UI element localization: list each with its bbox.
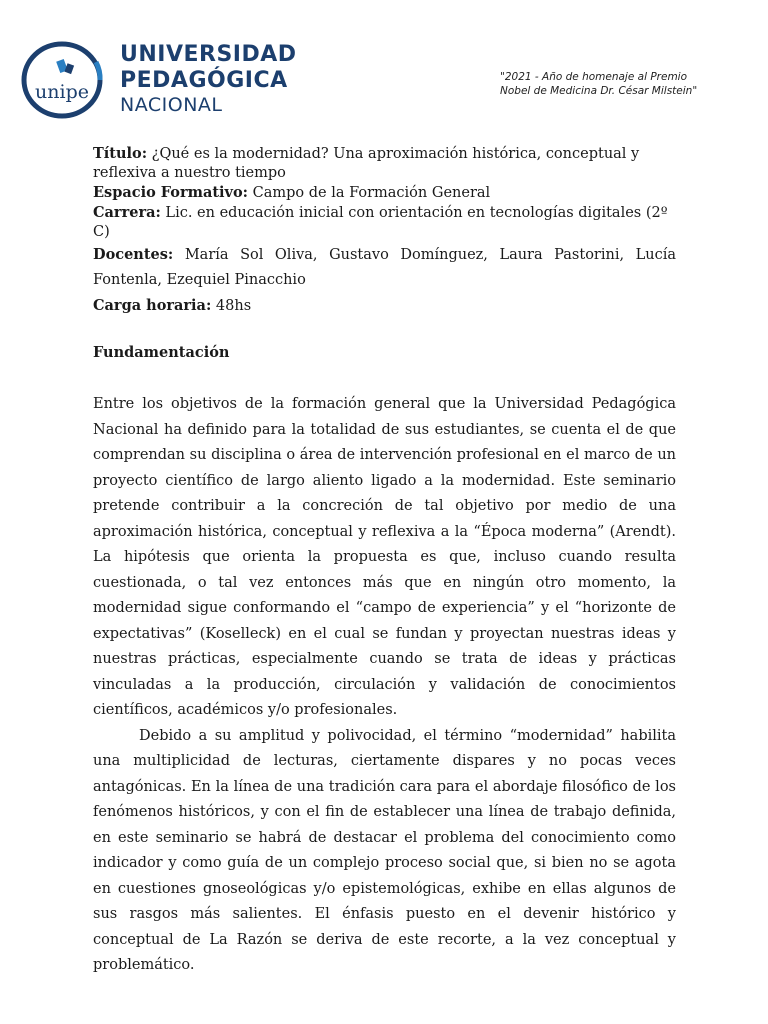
titulo-label: Título: — [93, 145, 148, 162]
espacio-value: Campo de la Formación General — [248, 185, 491, 201]
motto-line-1: "2021 - Año de homenaje al Premio — [500, 71, 688, 83]
header-motto — [500, 70, 740, 98]
carga-label: Carga horaria: — [93, 297, 212, 314]
paragraph-2: Debido a su amplitud y polivocidad, el término “modernidad” habilita una multiplicidad de lecturas, ciertamente dispares y no pocas veces antagónicas. En la línea de una tradición cara para el abordaje filosófico de los fenómenos históricos, y con el fin de establecer una línea de trabajo definida, en este seminario se habrá de destacar el problema del conocimiento como indicador y como guía de un complejo proceso social que, si bien no se agota en cuestiones gnoseológicas y/o epistemológicas, exhibe en ellas algunos de sus rasgos más salientes. El énfasis puesto en el devenir histórico y conceptual de La Razón se deriva de este recorte, a la vez conceptual y problemático. — [93, 727, 676, 973]
docentes-value: María Sol Oliva, Gustavo Domínguez, Laura Pastorini, Lucía Fontenla, Ezequiel Pinacchio — [93, 247, 676, 288]
docentes-label: Docentes: — [93, 246, 174, 263]
body-text — [93, 392, 676, 979]
section-heading: Fundamentación — [93, 344, 230, 361]
logo-line-1: UNIVERSIDAD — [120, 42, 297, 67]
carrera-row — [93, 203, 676, 242]
university-name — [120, 44, 297, 115]
page-header — [0, 0, 768, 140]
motto-line-2: Nobel de Medicina Dr. César Milstein" — [500, 85, 698, 97]
carrera-value: Lic. en educación inicial con orientación en tecnologías digitales (2º C) — [93, 205, 668, 240]
logo-mark-text: unipe — [35, 81, 89, 103]
paragraph-1: Entre los objetivos de la formación general que la Universidad Pedagógica Nacional ha definido para la totalidad de sus estudiantes, se cuenta el de que comprendan su disciplina o área de intervención profesional en el marco de un proyecto científico de largo aliento ligado a la modernidad. Este seminario pretende contribuir a la concreción de tal objetivo por medio de una aproximación histórica, conceptual y reflexiva a la “Época moderna” (Arendt). La hipótesis que orienta la propuesta es que, incluso cuando resulta cuestionada, o tal vez entonces más que en ningún otro momento, la modernidad sigue conformando el “campo de experiencia” y el “horizonte de expectativas” (Koselleck) en el cual se fundan y proyectan nuestras ideas y nuestras prácticas, especialmente cuando se trata de ideas y prácticas vinculadas a la producción, circulación y validación de conocimientos científicos, académicos y/o profesionales. — [93, 396, 676, 718]
docentes-row — [93, 242, 676, 293]
carga-value: 48hs — [211, 298, 252, 314]
titulo-value: ¿Qué es la modernidad? Una aproximación histórica, conceptual y reflexiva a nuestro tiempo — [93, 146, 640, 181]
logo-line-3: NACIONAL — [120, 94, 223, 116]
espacio-label: Espacio Formativo: — [93, 184, 249, 201]
titulo-row — [93, 144, 676, 183]
carga-row — [93, 293, 676, 319]
course-metadata — [93, 144, 676, 319]
espacio-row — [93, 183, 676, 203]
carrera-label: Carrera: — [93, 204, 161, 221]
unipe-logo — [18, 40, 106, 120]
logo-line-2: PEDAGÓGICA — [120, 68, 288, 93]
